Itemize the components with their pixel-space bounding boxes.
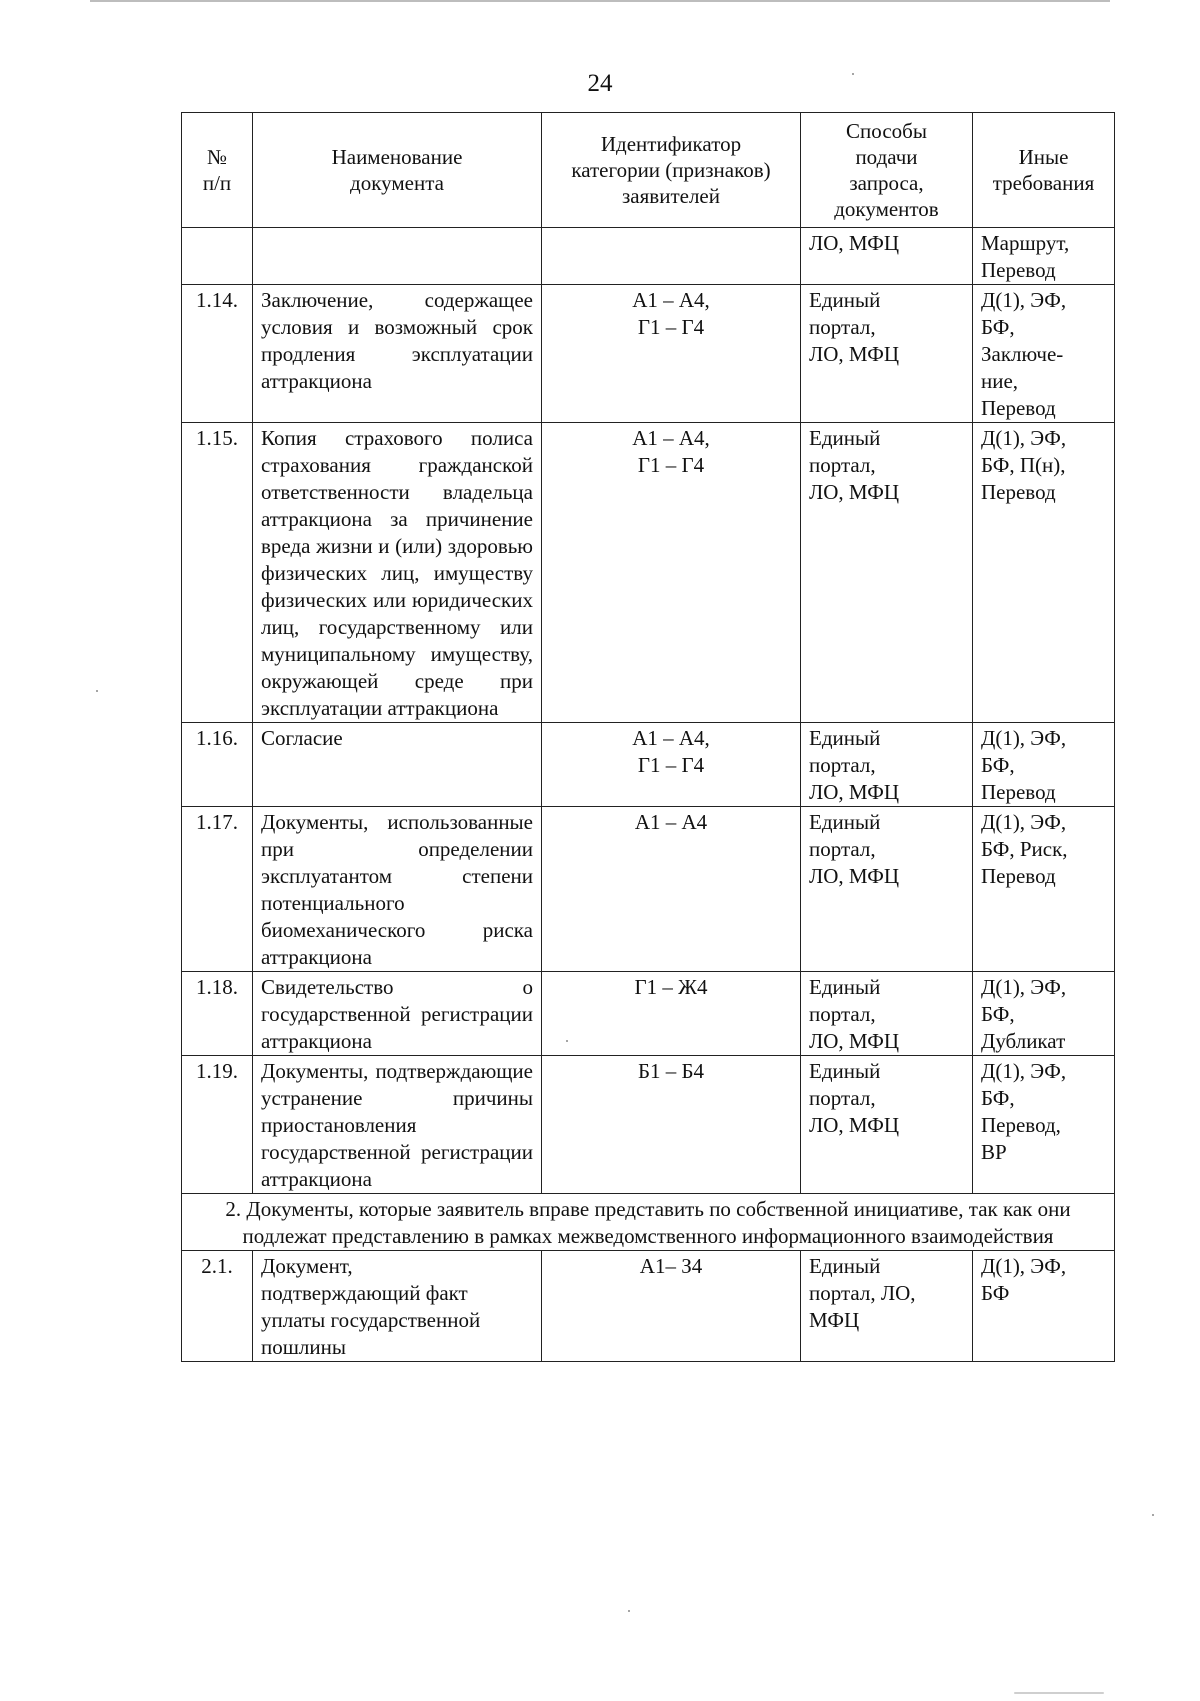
cell-document-name: Документы, подтверждающие устранение причины приостановления государственной регистрации аттракциона [253, 1056, 542, 1194]
cell-requirements: Д(1), ЭФ, БФ, Риск, Перевод [973, 807, 1115, 972]
cell-requirements: Д(1), ЭФ, БФ, Перевод [973, 723, 1115, 807]
table-row [182, 1251, 1115, 1362]
documents-table [181, 112, 1115, 1362]
cell-identifier: Б1 – Б4 [542, 1056, 801, 1194]
cell-document-name: Документ, подтверждающий факт уплаты государственной пошлины [253, 1251, 542, 1362]
cell-number: 1.18. [182, 972, 253, 1056]
cell-identifier: Г1 – Ж4 [542, 972, 801, 1056]
cell-document-name [253, 228, 542, 285]
scan-speck [96, 690, 98, 692]
cell-identifier: А1– З4 [542, 1251, 801, 1362]
header-submission-methods: Способы подачи запроса, документов [801, 113, 973, 228]
cell-number: 2.1. [182, 1251, 253, 1362]
cell-document-name: Документы, использованные при определении эксплуатантом степени потенциального биомеханического риска аттракциона [253, 807, 542, 972]
cell-number: 1.14. [182, 285, 253, 423]
cell-methods: Единый портал, ЛО, МФЦ [801, 807, 973, 972]
cell-identifier [542, 228, 801, 285]
cell-identifier: А1 – А4 [542, 807, 801, 972]
header-other-requirements: Иные требования [973, 113, 1115, 228]
scan-speck [1152, 1514, 1154, 1516]
cell-document-name: Согласие [253, 723, 542, 807]
cell-requirements: Маршрут, Перевод [973, 228, 1115, 285]
cell-methods: ЛО, МФЦ [801, 228, 973, 285]
table-row [182, 423, 1115, 723]
table-row [182, 1056, 1115, 1194]
header-number: № п/п [182, 113, 253, 228]
cell-requirements: Д(1), ЭФ, БФ, Дубликат [973, 972, 1115, 1056]
cell-methods: Единый портал, ЛО, МФЦ [801, 423, 973, 723]
scan-speck [566, 1040, 568, 1042]
cell-document-name: Свидетельство о государственной регистрации аттракциона [253, 972, 542, 1056]
cell-number: 1.19. [182, 1056, 253, 1194]
header-applicant-identifier: Идентификатор категории (признаков) заявителей [542, 113, 801, 228]
cell-methods: Единый портал, ЛО, МФЦ [801, 723, 973, 807]
table-row [182, 807, 1115, 972]
cell-identifier: А1 – А4, Г1 – Г4 [542, 723, 801, 807]
cell-methods: Единый портал, ЛО, МФЦ [801, 972, 973, 1056]
page-number: 24 [587, 70, 613, 97]
table-row-continuation [182, 228, 1115, 285]
scan-top-edge [90, 0, 1110, 2]
cell-document-name: Заключение, содержащее условия и возможный срок продления эксплуатации аттракциона [253, 285, 542, 423]
table-row [182, 723, 1115, 807]
cell-requirements: Д(1), ЭФ, БФ, Перевод, ВР [973, 1056, 1115, 1194]
header-document-name: Наименование документа [253, 113, 542, 228]
cell-identifier: А1 – А4, Г1 – Г4 [542, 423, 801, 723]
cell-identifier: А1 – А4, Г1 – Г4 [542, 285, 801, 423]
cell-methods: Единый портал, ЛО, МФЦ [801, 285, 973, 423]
table-header-row [182, 113, 1115, 228]
scan-speck [628, 1610, 630, 1612]
section-heading-row [182, 1194, 1115, 1251]
scan-speck [852, 73, 854, 75]
cell-requirements: Д(1), ЭФ, БФ, Заключе- ние, Перевод [973, 285, 1115, 423]
cell-methods: Единый портал, ЛО, МФЦ [801, 1251, 973, 1362]
cell-requirements: Д(1), ЭФ, БФ, П(н), Перевод [973, 423, 1115, 723]
cell-methods: Единый портал, ЛО, МФЦ [801, 1056, 973, 1194]
section-2-heading: 2. Документы, которые заявитель вправе представить по собственной инициативе, так как они подлежат представлению в рамках межведомственного информационного взаимодействия [182, 1194, 1115, 1251]
cell-number: 1.16. [182, 723, 253, 807]
cell-requirements: Д(1), ЭФ, БФ [973, 1251, 1115, 1362]
scan-speck [1014, 1692, 1104, 1694]
cell-number: 1.17. [182, 807, 253, 972]
table-row [182, 285, 1115, 423]
cell-document-name: Копия страхового полиса страхования гражданской ответственности владельца аттракциона за причинение вреда жизни и (или) здоровью физических лиц, имуществу физических или юридических лиц, государственному или муниципальному имуществу, окружающей среде при эксплуатации аттракциона [253, 423, 542, 723]
table-row [182, 972, 1115, 1056]
cell-number [182, 228, 253, 285]
cell-number: 1.15. [182, 423, 253, 723]
